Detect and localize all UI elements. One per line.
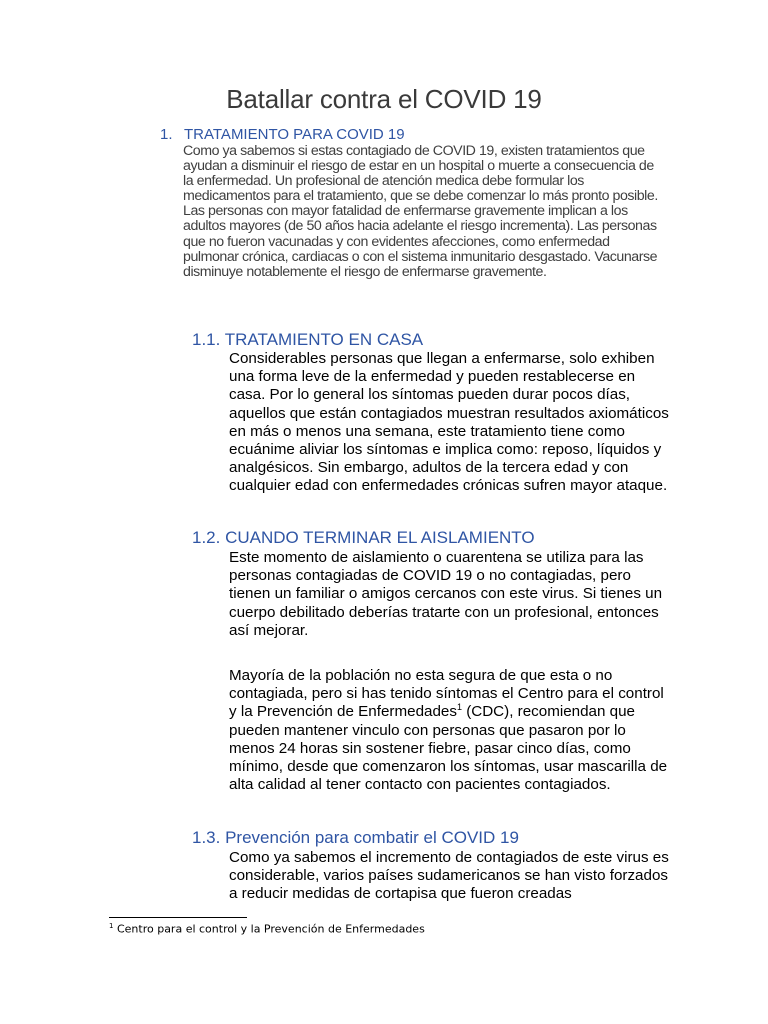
section-1-number: 1. (160, 126, 173, 143)
section-1-1-paragraph: Considerables personas que llegan a enfermarse, solo exhiben una forma leve de la enfermedad y pueden restablecerse en casa. Por lo general los síntomas pueden durar pocos días, aquellos que están contagiados muestran resultados axiomáticos en más o menos una semana, este tratamiento tiene como ecuánime aliviar los síntomas e implica como: reposo, líquidos y analgésicos. Sin embargo, adultos de la tercera edad y con cualquier edad con enfermedades crónicas sufren mayor ataque. (229, 350, 669, 495)
footnote-separator (109, 917, 247, 918)
section-1-2-heading: 1.2. CUANDO TERMINAR EL AISLAMIENTO (192, 528, 535, 547)
page-title: Batallar contra el COVID 19 (226, 84, 542, 114)
section-1-1-heading: 1.1. TRATAMIENTO EN CASA (192, 330, 424, 349)
footnote-text: Centro para el control y la Prevención de Enfermedades (113, 922, 425, 936)
section-1-heading-text: TRATAMIENTO PARA COVID 19 (184, 126, 405, 143)
section-1-3-heading: 1.3. Prevención para combatir el COVID 19 (192, 828, 519, 847)
section-1-2-paragraph-2-text-b: (CDC), recomiendan que pueden mantener vinculo con personas que pasaron por lo menos 24 horas sin sostener fiebre, pasar cinco días, como mínimo, desde que comenzaron los síntomas, usar mascarilla de alta calidad al tener contacto con pacientes contagiados. (229, 703, 668, 794)
footnote-number: 1 (109, 922, 114, 930)
footnote (109, 922, 425, 936)
section-1-2-paragraph-2 (229, 667, 669, 794)
section-1-3-paragraph: Como ya sabemos el incremento de contagiados de este virus es considerable, varios países sudamericanos se han visto forzados a reducir medidas de cortapisa que fueron creadas (229, 849, 669, 903)
footnote-reference[interactable]: 1 (456, 702, 462, 713)
section-1-heading (160, 126, 405, 143)
section-1-2-paragraph-1: Este momento de aislamiento o cuarentena se utiliza para las personas contagiadas de COVID 19 o no contagiadas, pero tienen un familiar o amigos cercanos con este virus. Si tienes un cuerpo debilitado deberías tratarte con un profesional, entonces así mejorar. (229, 549, 663, 639)
section-1-2-paragraph-2-text-a: Mayoría de la población no esta segura de que esta o no contagiada, pero si has tenido síntomas el Centro para el control y la Prevención de Enfermedades (229, 667, 664, 721)
section-1-paragraph: Como ya sabemos si estas contagiado de COVID 19, existen tratamientos que ayudan a disminuir el riesgo de estar en un hospital o muerte a consecuencia de la enfermedad. Un profesional de atención medica debe formular los medicamentos para el tratamiento, que se debe comenzar lo más pronto posible. Las personas con mayor fatalidad de enfermarse gravemente implican a los adultos mayores (de 50 años hacia adelante el riesgo incrementa). Las personas que no fueron vacunadas y con evidentes afecciones, como enfermedad pulmonar crónica, cardiacas o con el sistema inmunitario desgastado. Vacunarse disminuye notablemente el riesgo de enfermarse gravemente. (183, 143, 658, 280)
